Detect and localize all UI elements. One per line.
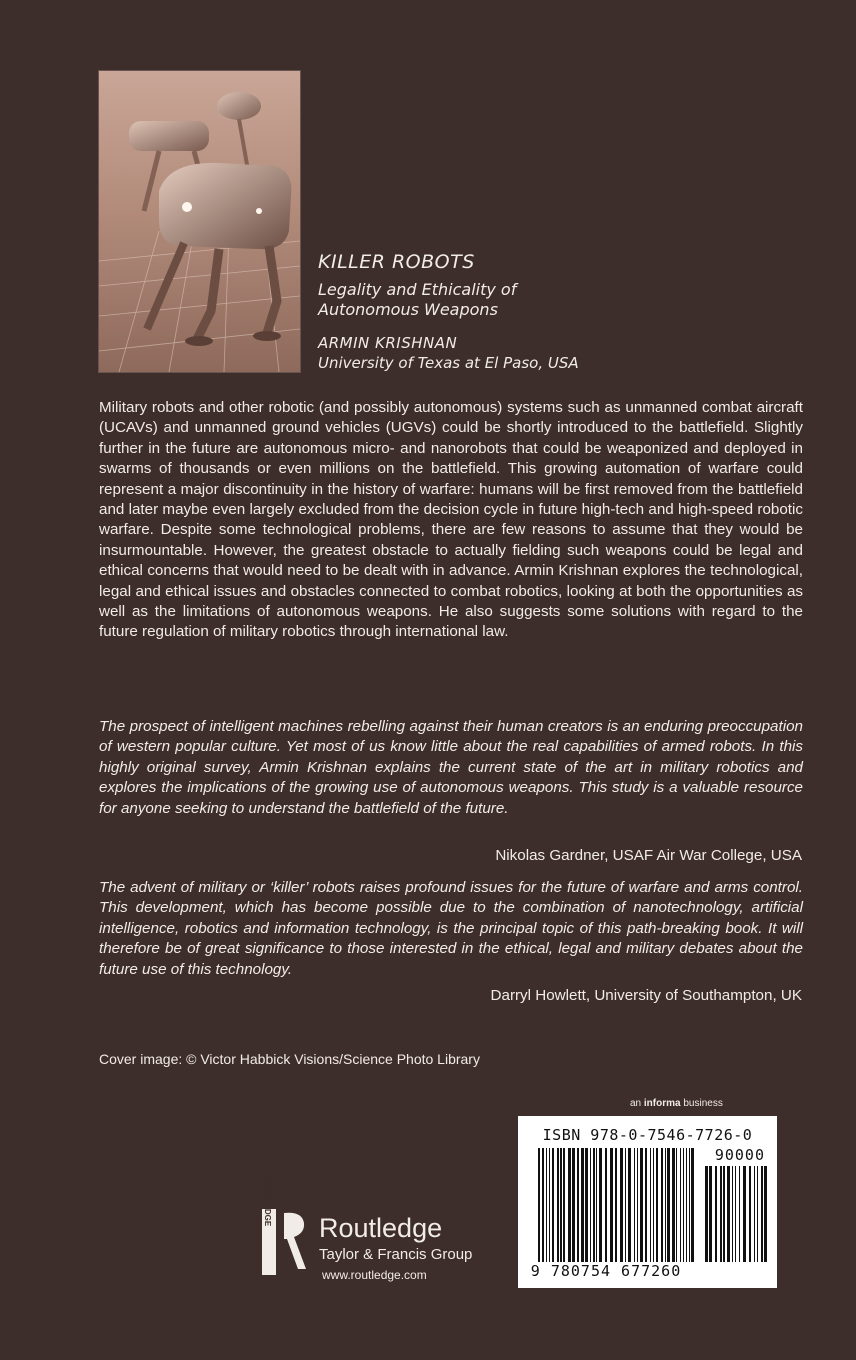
barcode-bar [557, 1148, 559, 1262]
barcode-bar [665, 1148, 666, 1262]
subtitle-line-1: Legality and Ethicality of [318, 280, 517, 299]
barcode-bar [667, 1148, 670, 1262]
barcode-bar [605, 1148, 607, 1262]
author-name: ARMIN KRISHNAN [318, 334, 458, 352]
author-affiliation: University of Texas at El Paso, USA [318, 354, 579, 372]
informa-tagline [630, 1097, 723, 1111]
barcode-bar [590, 1148, 591, 1262]
barcode-bar [686, 1148, 687, 1262]
informa-brand: informa [643, 1098, 681, 1109]
barcode-bar [650, 1148, 651, 1262]
barcode-bar [727, 1166, 730, 1262]
informa-suffix: business [680, 1098, 723, 1109]
barcode-bar [709, 1166, 712, 1262]
robot-cover-illustration [99, 71, 300, 372]
image-credit: Cover image: © Victor Habbick Visions/Science Photo Library [99, 1051, 480, 1067]
barcode-number: 9 780754 677260 [530, 1262, 682, 1280]
barcode-bar [563, 1148, 565, 1262]
barcode-bar [637, 1148, 638, 1262]
informa-prefix: an [630, 1098, 644, 1109]
barcode-bar [720, 1166, 722, 1262]
barcode-bar [732, 1166, 733, 1262]
barcode-bar [546, 1148, 547, 1262]
barcode-box [518, 1116, 777, 1288]
barcode-bar [653, 1148, 654, 1262]
price-code: 90000 [714, 1146, 765, 1164]
barcode-bar [723, 1166, 725, 1262]
barcode-bar [640, 1148, 643, 1262]
title-block [318, 250, 818, 373]
barcode-bar [572, 1148, 575, 1262]
book-description: Military robots and other robotic (and possibly autonomous) systems such as unmanned combat aircraft (UCAVs) and unmanned ground vehicles (UGVs) could be shortly introduced to the battlefield. Slightly further in the future are autonomous micro- and nanorobots that could be weaponized and deployed in swarms of thousands or even millions on the battlefield. This growing automation of warfare could represent a major discontinuity in the history of warfare: humans will be first removed from the battlefield and later maybe even largely excluded from the decision cycle in future high-tech and high-speed robotic warfare. Despite some technological problems, there are few reasons to assume that they would be insurmountable. However, the greatest obstacle to actually fielding such weapons could be legal and ethical concerns that would need to be dealt with in advance. Armin Krishnan explores the technological, legal and ethical issues and obstacles connected to combat robotics, looking at both the opportunities as well as the limitations of autonomous weapons. He also suggests some solutions with regard to the future regulation of military robotics through international law. [99, 399, 803, 641]
barcode-bar [705, 1166, 708, 1262]
endorsement-attribution: Darryl Howlett, University of Southampton, UK [490, 987, 802, 1004]
barcode-bar [542, 1148, 544, 1262]
barcode-bar [634, 1148, 635, 1262]
endorsement-quote: The advent of military or ‘killer’ robots raises profound issues for the future of warfare and arms control. This development, which has become possible due to the combination of nanotechnology, artificial intelligence, robotics and information technology, is the principal topic of this path-breaking book. It will therefore be of great significance to those interested in the ethical, legal and military debates about the future use of this technology. [99, 879, 803, 978]
book-title: KILLER ROBOTS [318, 251, 475, 273]
publisher-group: Taylor & Francis Group [319, 1246, 473, 1263]
barcode-bar [552, 1148, 554, 1262]
isbn-label: ISBN 978-0-7546-7726-0 [542, 1126, 753, 1144]
endorsement-quote: The prospect of intelligent machines rebelling against their human creators is an enduring preoccupation of western popular culture. Yet most of us know little about the real capabilities of armed robots. In this highly original survey, Armin Krishnan explains the current state of the art in military robotics and explores the implications of the growing use of autonomous weapons. This study is a valuable resource for anyone seeking to understand the battlefield of the future. [99, 718, 803, 817]
routledge-logo-icon [262, 1176, 310, 1275]
publisher-url: www.routledge.com [322, 1268, 427, 1282]
endorsement-attribution: Nikolas Gardner, USAF Air War College, USA [495, 847, 802, 864]
book-subtitle [318, 280, 818, 320]
barcode-bar [743, 1166, 746, 1262]
barcode-bar [764, 1166, 767, 1262]
barcode-bar [739, 1166, 740, 1262]
barcode-bar [599, 1148, 602, 1262]
barcode-bar [610, 1148, 613, 1262]
barcode-bar [577, 1148, 579, 1262]
barcode-bar [615, 1148, 617, 1262]
barcode-bar [680, 1148, 681, 1262]
barcode-bar [596, 1148, 597, 1262]
subtitle-line-2: Autonomous Weapons [318, 300, 498, 319]
barcode-bar [560, 1148, 562, 1262]
barcode-bar [581, 1148, 584, 1262]
barcode-bar [568, 1148, 571, 1262]
barcode-bar [683, 1148, 684, 1262]
barcode-bar [593, 1148, 595, 1262]
barcode-bar [689, 1148, 690, 1262]
barcode-bar [735, 1166, 736, 1262]
barcode-bar [761, 1166, 763, 1262]
barcode-bar [620, 1148, 623, 1262]
barcode-bar [585, 1148, 588, 1262]
barcode-bar [749, 1166, 751, 1262]
publisher-block [319, 1212, 472, 1283]
barcode-bar [757, 1166, 758, 1262]
barcode-bar [672, 1148, 675, 1262]
barcode-bar [645, 1148, 647, 1262]
cover-illustration [98, 70, 301, 373]
barcode-bar [691, 1148, 694, 1262]
barcode-graphic [538, 1148, 696, 1262]
publisher-name: Routledge [319, 1213, 443, 1243]
barcode-bar [538, 1148, 540, 1262]
barcode-bar [715, 1166, 717, 1262]
barcode-addon-graphic [705, 1166, 765, 1262]
barcode-bar [661, 1148, 663, 1262]
barcode-bar [625, 1148, 626, 1262]
barcode-bar [628, 1148, 631, 1262]
barcode-bar [656, 1148, 658, 1262]
barcode-bar [549, 1148, 550, 1262]
barcode-bar [676, 1148, 677, 1262]
barcode-bar [754, 1166, 755, 1262]
logo-vertical-text: ROUTLEDGE [263, 1176, 272, 1227]
